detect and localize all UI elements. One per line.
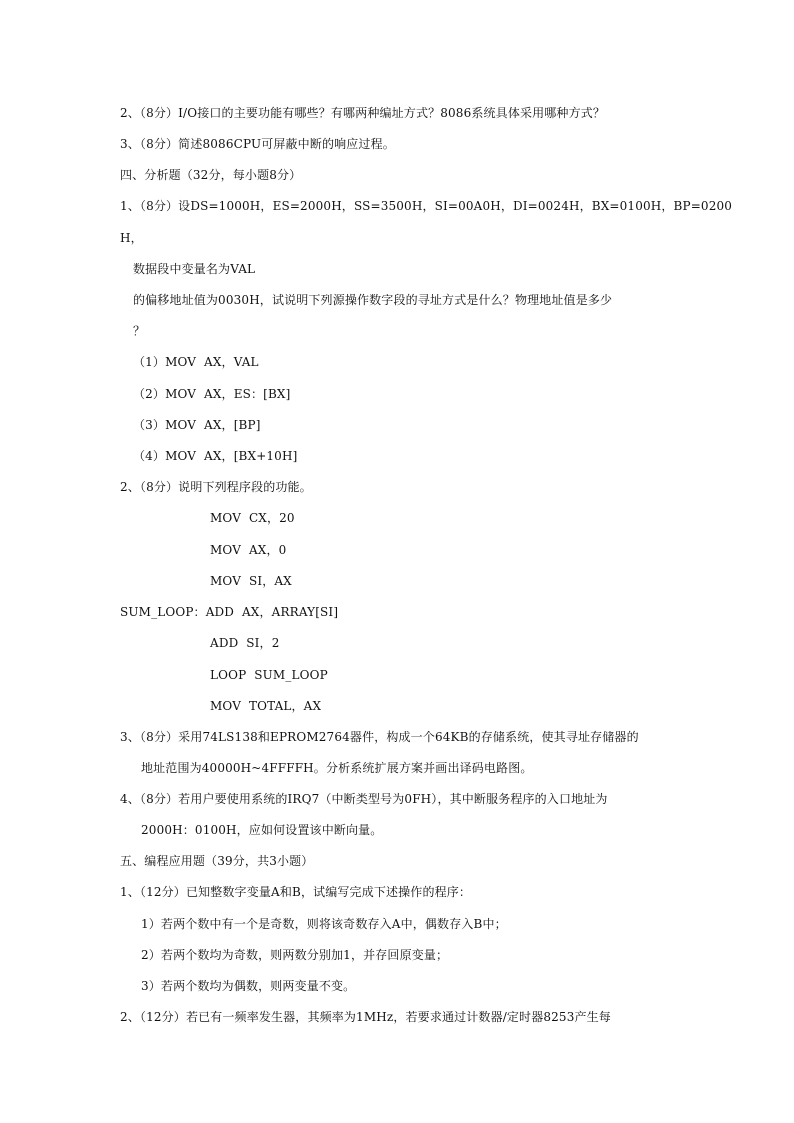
- s4-q1-item: （3）MOV AX，[BP]: [133, 418, 261, 432]
- s4-q1-line4: 的偏移地址值为0030H，试说明下列源操作数字段的寻址方式是什么？物理地址值是多少: [133, 293, 613, 307]
- code-line: LOOP SUM_LOOP: [210, 668, 328, 682]
- code-line: SUM_LOOP：ADD AX，ARRAY[SI]: [120, 605, 339, 619]
- s4-q3-line1: 3、（8分）采用74LS138和EPROM2764器件，构成一个64KB的存储系统，使其寻址存储器的: [120, 730, 639, 744]
- s4-q1-item: （4）MOV AX，[BX+10H]: [133, 449, 298, 463]
- s4-q1-line2: H，: [120, 231, 143, 245]
- code-line: MOV CX，20: [210, 511, 295, 525]
- code-line: MOV TOTAL，AX: [210, 699, 322, 713]
- s4-q1-item: （1）MOV AX，VAL: [133, 355, 259, 369]
- s4-q4-line2: 2000H：0100H，应如何设置该中断向量。: [141, 823, 383, 837]
- s5-q1-item: 3）若两个数均为偶数，则两变量不变。: [141, 979, 356, 993]
- s4-q1-line5: ？: [133, 324, 146, 338]
- s4-q3-line2: 地址范围为40000H~4FFFFH。分析系统扩展方案并画出译码电路图。: [141, 761, 533, 775]
- s4-q1-item: （2）MOV AX，ES：[BX]: [133, 387, 291, 401]
- s5-q1-item: 2）若两个数均为奇数，则两数分别加1，并存回原变量；: [141, 948, 449, 962]
- s3-q2: 2、（8分）I/O接口的主要功能有哪些？有哪两种编址方式？8086系统具体采用哪种方式？: [120, 106, 606, 120]
- s4-q2-title: 2、（8分）说明下列程序段的功能。: [120, 480, 312, 494]
- section5-heading: 五、编程应用题（39分，共3小题）: [120, 854, 314, 868]
- s3-q3: 3、（8分）简述8086CPU可屏蔽中断的响应过程。: [120, 137, 395, 151]
- code-line: MOV AX，0: [210, 543, 287, 557]
- s4-q1-line3: 数据段中变量名为VAL: [133, 262, 256, 276]
- s4-q1-line1: 1、（8分）设DS=1000H，ES=2000H，SS=3500H，SI=00A0H，DI=0024H，BX=0100H，BP=0200: [120, 199, 733, 213]
- code-line: ADD SI，2: [210, 636, 280, 650]
- s4-q4-line1: 4、（8分）若用户要使用系统的IRQ7（中断类型号为0FH），其中断服务程序的入口地址为: [120, 792, 608, 806]
- s5-q2-line1: 2、（12分）若已有一频率发生器，其频率为1MHz，若要求通过计数器/定时器8253产生每: [120, 1010, 611, 1024]
- s5-q1-title: 1、（12分）已知整数字变量A和B，试编写完成下述操作的程序：: [120, 885, 472, 899]
- code-line: MOV SI，AX: [210, 574, 292, 588]
- section4-heading: 四、分析题（32分，每小题8分）: [120, 168, 302, 182]
- s5-q1-item: 1）若两个数中有一个是奇数，则将该奇数存入A中，偶数存入B中；: [141, 917, 507, 931]
